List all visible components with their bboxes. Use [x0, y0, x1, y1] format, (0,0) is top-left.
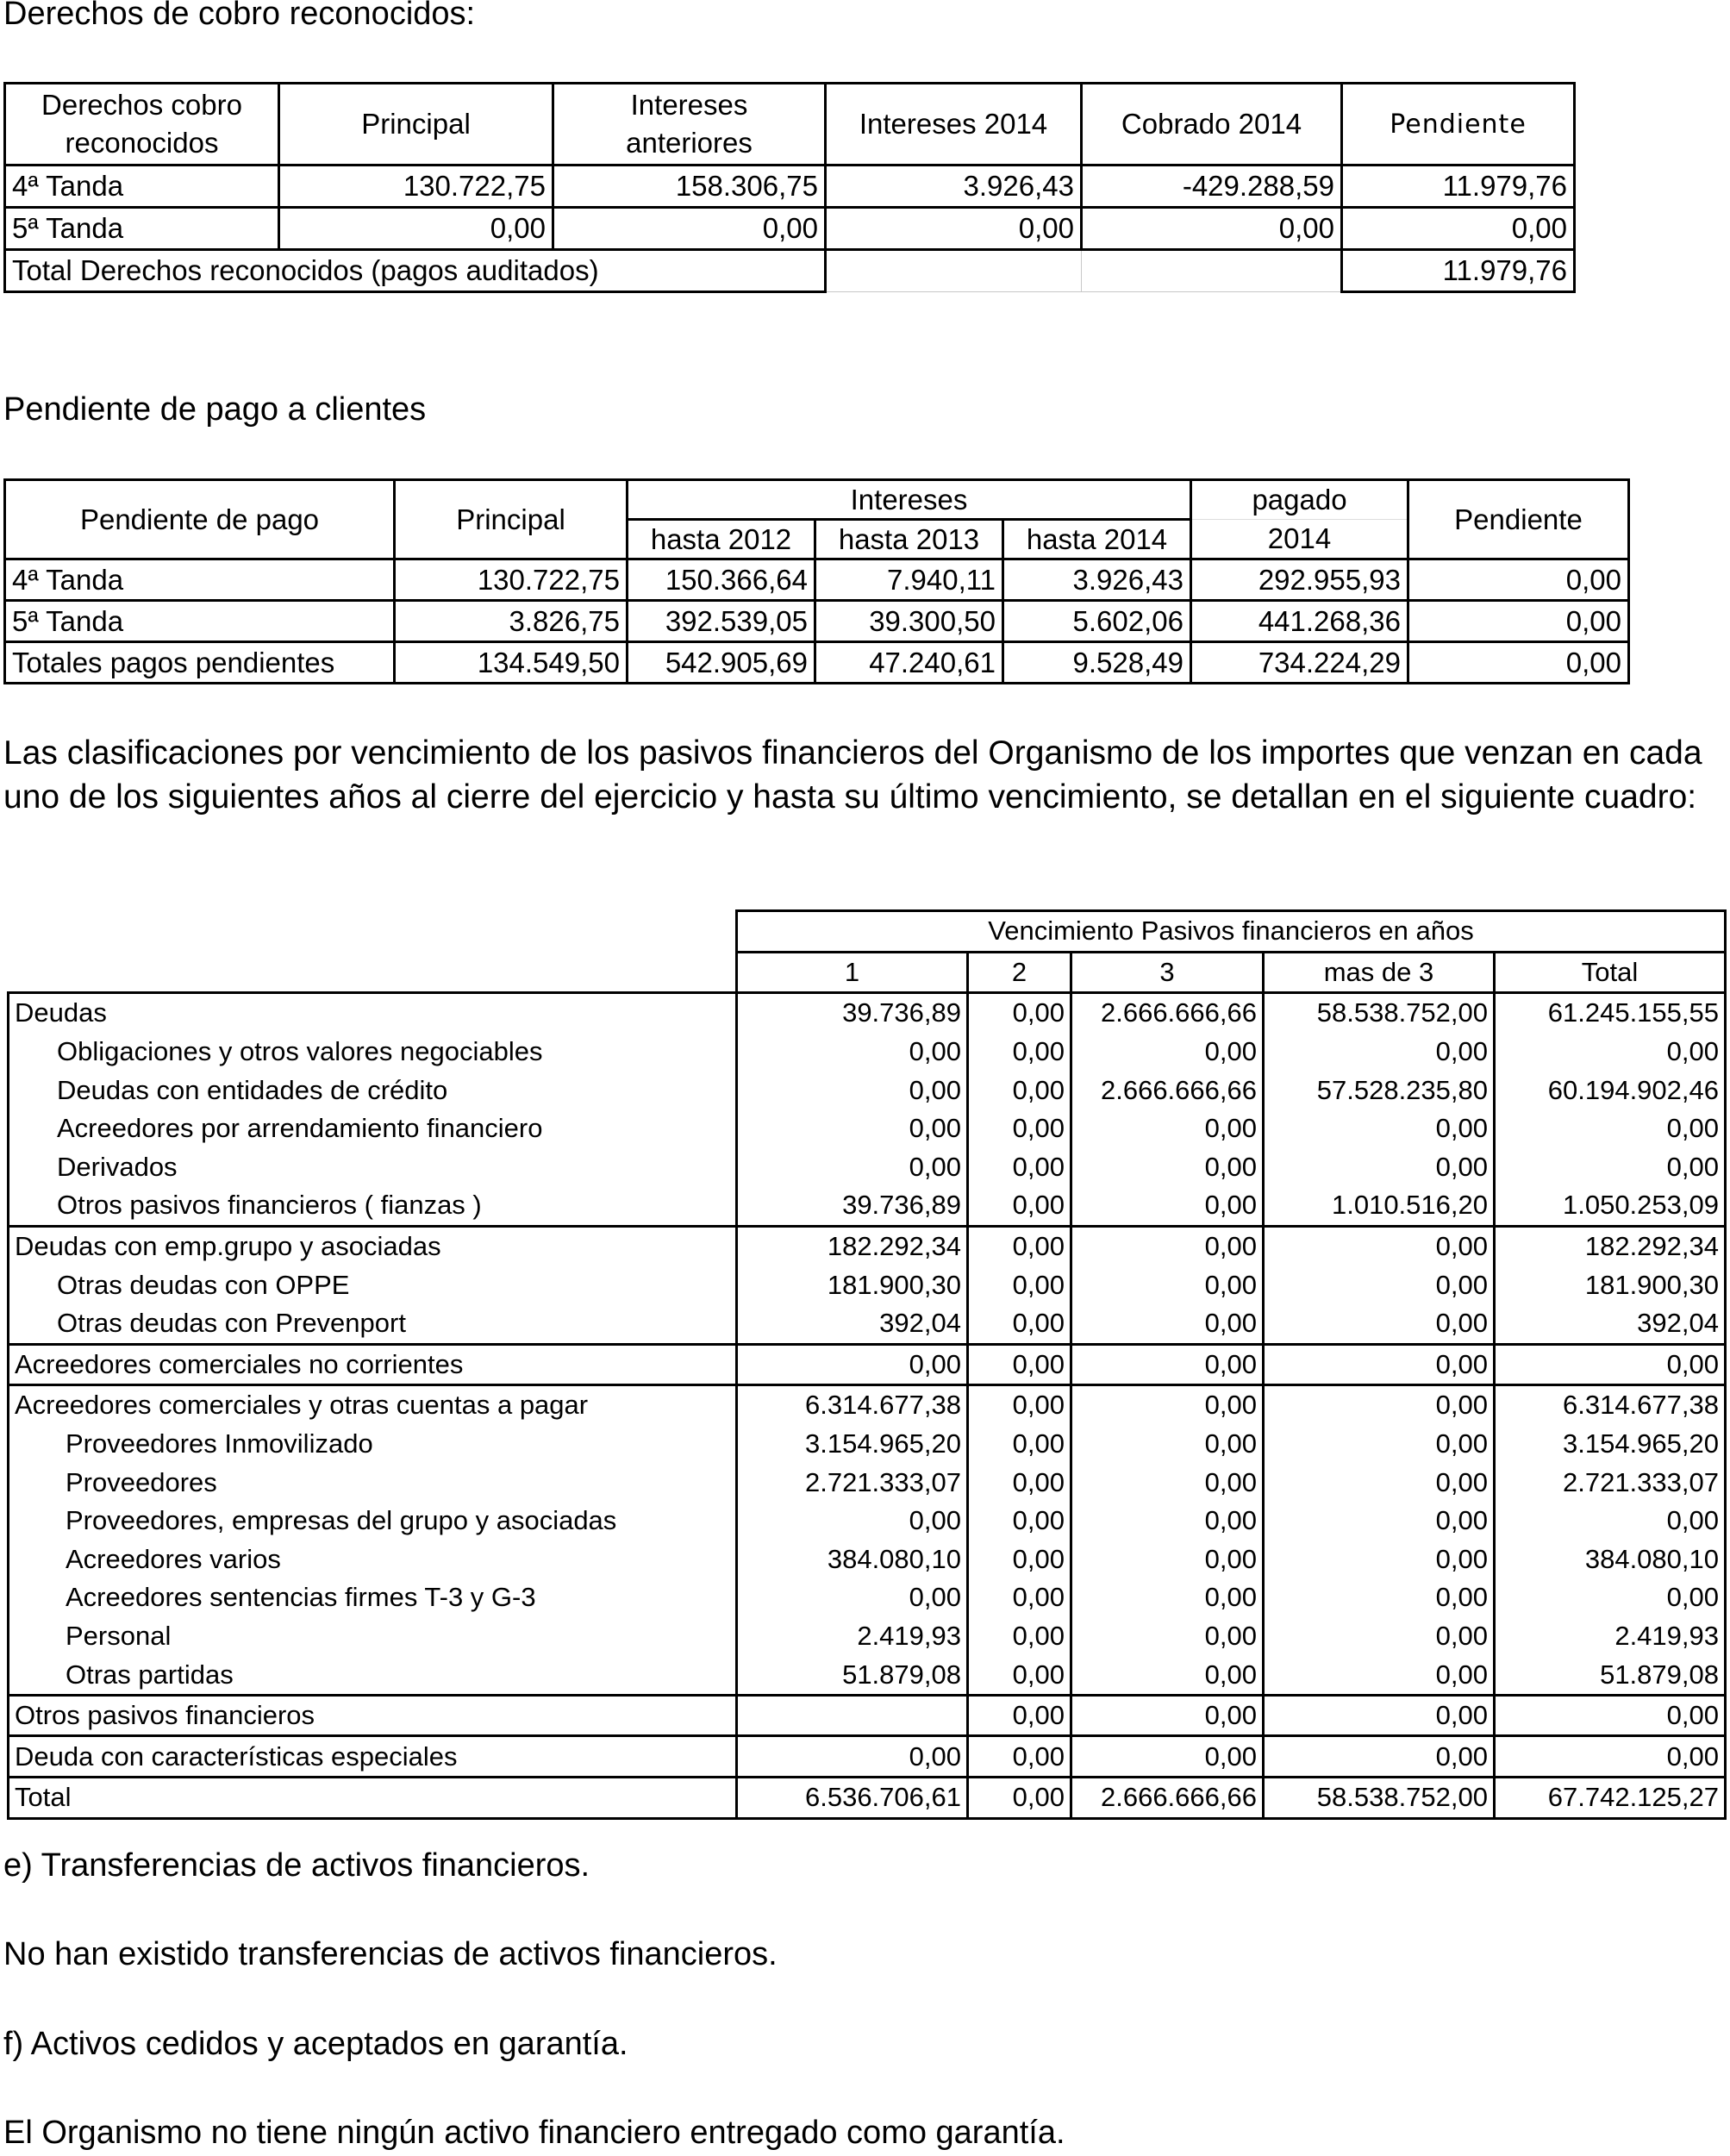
cell-value: 0,00 — [968, 1186, 1071, 1226]
cell-value: 3.926,43 — [826, 166, 1082, 208]
row-label: Total — [9, 1778, 737, 1819]
heading-activos-cedidos: f) Activos cedidos y aceptados en garantía. — [3, 2026, 628, 2062]
cell-value: 0,00 — [1264, 1265, 1495, 1304]
row-label: Proveedores Inmovilizado — [9, 1425, 737, 1464]
cell-value: 0,00 — [737, 1148, 968, 1187]
cell-value: 0,00 — [1495, 1033, 1726, 1072]
cell-value: 0,00 — [968, 1304, 1071, 1344]
cell-value: 0,00 — [1071, 1226, 1264, 1265]
cell-value: 130.722,75 — [279, 166, 553, 208]
cell-value: 58.538.752,00 — [1264, 993, 1495, 1033]
cell-value: 61.245.155,55 — [1495, 993, 1726, 1033]
cell-value: 3.926,43 — [1003, 559, 1191, 601]
cell-value: 0,00 — [1495, 1502, 1726, 1540]
table-header-row — [9, 952, 1726, 993]
row-label: Derivados — [9, 1148, 737, 1187]
cell-value: 6.314.677,38 — [1495, 1385, 1726, 1425]
cell-value: 0,00 — [737, 1344, 968, 1385]
table-title-row — [9, 911, 1726, 953]
row-label: Acreedores por arrendamiento financiero — [9, 1109, 737, 1148]
cell-value: 0,00 — [1071, 1033, 1264, 1072]
table-row — [9, 1578, 1726, 1617]
cell-value: 0,00 — [1071, 1148, 1264, 1187]
cell-value: 0,00 — [1264, 1617, 1495, 1656]
cell-value: 51.879,08 — [737, 1655, 968, 1695]
table-row — [5, 601, 1629, 642]
row-label: Otras deudas con OPPE — [9, 1265, 737, 1304]
cell-value: 0,00 — [1071, 1425, 1264, 1464]
cell-value: 0,00 — [1071, 1265, 1264, 1304]
total-value: 11.979,76 — [1342, 250, 1575, 292]
cell-value: 39.736,89 — [737, 993, 968, 1033]
cell-value: 0,00 — [968, 1033, 1071, 1072]
row-label: Obligaciones y otros valores negociables — [9, 1033, 737, 1072]
header-pagado: pagado — [1191, 480, 1408, 520]
table-header-row — [5, 480, 1629, 520]
cell-value: 542.905,69 — [628, 642, 815, 684]
cell-value: 0,00 — [1071, 1578, 1264, 1617]
cell-value: 0,00 — [1408, 559, 1629, 601]
table-row — [9, 1071, 1726, 1109]
table-row — [9, 1226, 1726, 1265]
cell-value: 0,00 — [1264, 1578, 1495, 1617]
cell-value: 441.268,36 — [1191, 601, 1408, 642]
cell-value: 60.194.902,46 — [1495, 1071, 1726, 1109]
header-pendiente-de-pago: Pendiente de pago — [5, 480, 395, 559]
cell-value: 0,00 — [1495, 1344, 1726, 1385]
cell-value: 150.366,64 — [628, 559, 815, 601]
cell-value: 0,00 — [968, 1778, 1071, 1819]
cell-value: 0,00 — [1071, 1540, 1264, 1579]
empty-cell — [1082, 250, 1342, 292]
cell-value: 0,00 — [1264, 1655, 1495, 1695]
cell-value: 0,00 — [968, 1344, 1071, 1385]
cell-value: 11.979,76 — [1342, 166, 1575, 208]
table-row — [5, 208, 1575, 250]
row-label: Proveedores, empresas del grupo y asociadas — [9, 1502, 737, 1540]
row-label: Deuda con características especiales — [9, 1736, 737, 1778]
cell-value: 0,00 — [968, 1071, 1071, 1109]
cell-value: 0,00 — [968, 1425, 1071, 1464]
text-transferencias: No han existido transferencias de activos financieros. — [3, 1936, 778, 1972]
table-row — [9, 1425, 1726, 1464]
table-row — [9, 1655, 1726, 1695]
cell-value: 47.240,61 — [815, 642, 1003, 684]
header-total: Total — [1495, 952, 1726, 993]
cell-value: 0,00 — [1071, 1736, 1264, 1778]
cell-value: 130.722,75 — [395, 559, 628, 601]
cell-value: 0,00 — [279, 208, 553, 250]
cell-value: 3.826,75 — [395, 601, 628, 642]
table-total-row — [5, 642, 1629, 684]
vencimiento-pasivos-table — [7, 909, 1727, 1820]
row-label: Otras deudas con Prevenport — [9, 1304, 737, 1344]
table-row — [9, 1148, 1726, 1187]
cell-value: 0,00 — [1264, 1109, 1495, 1148]
cell-value: 182.292,34 — [737, 1226, 968, 1265]
cell-value: 0,00 — [968, 993, 1071, 1033]
cell-value: 2.666.666,66 — [1071, 1071, 1264, 1109]
header-line: reconocidos — [65, 127, 219, 159]
cell-value: 0,00 — [1264, 1385, 1495, 1425]
cell-value: 0,00 — [968, 1463, 1071, 1502]
header-hasta-2014: hasta 2014 — [1003, 520, 1191, 559]
table-row — [5, 559, 1629, 601]
cell-value: 734.224,29 — [1191, 642, 1408, 684]
cell-value: 0,00 — [737, 1109, 968, 1148]
cell-value: 0,00 — [1264, 1148, 1495, 1187]
intro-paragraph: Las clasificaciones por vencimiento de los pasivos financieros del Organismo de los importes que venzan en cada uno de los siguientes años al cierre del ejercicio y hasta su último vencimiento, se detallan en el siguiente cuadro: — [3, 734, 1702, 816]
cell-value: 0,00 — [1071, 1502, 1264, 1540]
heading-transferencias: e) Transferencias de activos financieros. — [3, 1847, 590, 1884]
cell-value: 6.314.677,38 — [737, 1385, 968, 1425]
header-line: Intereses — [630, 89, 748, 121]
header-line: anteriores — [626, 127, 753, 159]
table-row — [9, 1304, 1726, 1344]
table-row — [9, 1736, 1726, 1778]
table-total-row — [5, 250, 1575, 292]
pendiente-pago-table — [3, 478, 1630, 684]
empty-cell — [9, 952, 737, 993]
row-label: Deudas con entidades de crédito — [9, 1071, 737, 1109]
cell-value: 392.539,05 — [628, 601, 815, 642]
row-label: 5ª Tanda — [5, 208, 279, 250]
header-line: Derechos cobro — [41, 89, 242, 121]
cell-value: 3.154.965,20 — [1495, 1425, 1726, 1464]
cell-value: 0,00 — [1071, 1344, 1264, 1385]
cell-value: -429.288,59 — [1082, 166, 1342, 208]
cell-value: 0,00 — [1082, 208, 1342, 250]
cell-value: 0,00 — [968, 1655, 1071, 1695]
header-hasta-2013: hasta 2013 — [815, 520, 1003, 559]
header-year-1: 1 — [737, 952, 968, 993]
cell-value: 0,00 — [1071, 1304, 1264, 1344]
cell-value: 0,00 — [1495, 1695, 1726, 1736]
cell-value: 0,00 — [1071, 1695, 1264, 1736]
cell-value: 0,00 — [1264, 1540, 1495, 1579]
cell-value: 2.419,93 — [737, 1617, 968, 1656]
cell-value: 58.538.752,00 — [1264, 1778, 1495, 1819]
table-row — [9, 1109, 1726, 1148]
cell-value: 0,00 — [968, 1265, 1071, 1304]
cell-value: 2.666.666,66 — [1071, 1778, 1264, 1819]
header-pagado-year: 2014 — [1191, 520, 1408, 559]
cell-value: 2.666.666,66 — [1071, 993, 1264, 1033]
cell-value: 7.940,11 — [815, 559, 1003, 601]
table-row — [9, 1695, 1726, 1736]
cell-value — [737, 1695, 968, 1736]
cell-value: 2.721.333,07 — [737, 1463, 968, 1502]
row-label: Totales pagos pendientes — [5, 642, 395, 684]
header-year-2: 2 — [968, 952, 1071, 993]
cell-value: 0,00 — [1495, 1148, 1726, 1187]
header-year-3: 3 — [1071, 952, 1264, 993]
cell-value: 0,00 — [737, 1578, 968, 1617]
cell-value: 0,00 — [1264, 1695, 1495, 1736]
cell-value: 0,00 — [1408, 642, 1629, 684]
cell-value: 181.900,30 — [1495, 1265, 1726, 1304]
derechos-cobro-table — [3, 82, 1576, 293]
section-title-pendiente-pago: Pendiente de pago a clientes — [3, 391, 427, 428]
row-label: Personal — [9, 1617, 737, 1656]
row-label: 4ª Tanda — [5, 166, 279, 208]
cell-value: 0,00 — [968, 1617, 1071, 1656]
section-title-derechos: Derechos de cobro reconocidos: — [3, 0, 476, 32]
cell-value: 0,00 — [737, 1736, 968, 1778]
header-principal: Principal — [395, 480, 628, 559]
cell-value: 0,00 — [1342, 208, 1575, 250]
table-row — [5, 166, 1575, 208]
row-label: Acreedores comerciales y otras cuentas a pagar — [9, 1385, 737, 1425]
cell-value: 0,00 — [1264, 1226, 1495, 1265]
text-activos-cedidos: El Organismo no tiene ningún activo financiero entregado como garantía. — [3, 2115, 1065, 2151]
cell-value: 0,00 — [737, 1071, 968, 1109]
cell-value: 2.721.333,07 — [1495, 1463, 1726, 1502]
table-row — [9, 1540, 1726, 1579]
cell-value: 0,00 — [1264, 1463, 1495, 1502]
table-row — [9, 993, 1726, 1033]
cell-value: 0,00 — [553, 208, 826, 250]
cell-value: 51.879,08 — [1495, 1655, 1726, 1695]
table-header-row — [5, 84, 1575, 166]
cell-value: 0,00 — [1264, 1033, 1495, 1072]
cell-value: 0,00 — [1495, 1736, 1726, 1778]
cell-value: 182.292,34 — [1495, 1226, 1726, 1265]
cell-value: 158.306,75 — [553, 166, 826, 208]
table-row — [9, 1186, 1726, 1226]
row-label: Deudas con emp.grupo y asociadas — [9, 1226, 737, 1265]
header-cobrado-2014: Cobrado 2014 — [1082, 84, 1342, 166]
header-intereses: Intereses — [628, 480, 1191, 520]
cell-value: 2.419,93 — [1495, 1617, 1726, 1656]
table-title: Vencimiento Pasivos financieros en años — [737, 911, 1726, 953]
cell-value: 292.955,93 — [1191, 559, 1408, 601]
cell-value: 0,00 — [1264, 1425, 1495, 1464]
table-row — [9, 1344, 1726, 1385]
cell-value: 0,00 — [1071, 1109, 1264, 1148]
cell-value: 39.300,50 — [815, 601, 1003, 642]
table-total-row — [9, 1778, 1726, 1819]
table-row — [9, 1385, 1726, 1425]
cell-value: 57.528.235,80 — [1264, 1071, 1495, 1109]
cell-value: 0,00 — [968, 1736, 1071, 1778]
row-label: Otros pasivos financieros ( fianzas ) — [9, 1186, 737, 1226]
header-mas-de-3: mas de 3 — [1264, 952, 1495, 993]
cell-value: 0,00 — [1264, 1736, 1495, 1778]
row-label: Otros pasivos financieros — [9, 1695, 737, 1736]
cell-value: 0,00 — [968, 1695, 1071, 1736]
empty-cell — [9, 911, 737, 953]
row-label: Otras partidas — [9, 1655, 737, 1695]
cell-value: 0,00 — [1495, 1578, 1726, 1617]
cell-value: 9.528,49 — [1003, 642, 1191, 684]
cell-value: 0,00 — [1071, 1385, 1264, 1425]
header-hasta-2012: hasta 2012 — [628, 520, 815, 559]
cell-value: 0,00 — [1264, 1502, 1495, 1540]
cell-value: 3.154.965,20 — [737, 1425, 968, 1464]
row-label: Proveedores — [9, 1463, 737, 1502]
cell-value: 1.010.516,20 — [1264, 1186, 1495, 1226]
row-label: Deudas — [9, 993, 737, 1033]
cell-value: 0,00 — [968, 1109, 1071, 1148]
table-row — [9, 1502, 1726, 1540]
cell-value: 0,00 — [968, 1385, 1071, 1425]
cell-value: 392,04 — [737, 1304, 968, 1344]
cell-value: 0,00 — [1071, 1186, 1264, 1226]
row-label: Acreedores sentencias firmes T-3 y G-3 — [9, 1578, 737, 1617]
cell-value: 0,00 — [1071, 1463, 1264, 1502]
cell-value: 0,00 — [1408, 601, 1629, 642]
cell-value: 67.742.125,27 — [1495, 1778, 1726, 1819]
cell-value: 0,00 — [968, 1502, 1071, 1540]
cell-value: 0,00 — [968, 1578, 1071, 1617]
table-row — [9, 1265, 1726, 1304]
cell-value: 0,00 — [968, 1148, 1071, 1187]
header-principal: Principal — [279, 84, 553, 166]
cell-value: 39.736,89 — [737, 1186, 968, 1226]
empty-cell — [826, 250, 1082, 292]
cell-value: 6.536.706,61 — [737, 1778, 968, 1819]
cell-value: 0,00 — [737, 1502, 968, 1540]
header-intereses-2014: Intereses 2014 — [826, 84, 1082, 166]
cell-value: 0,00 — [826, 208, 1082, 250]
cell-value: 5.602,06 — [1003, 601, 1191, 642]
cell-value: 0,00 — [737, 1033, 968, 1072]
header-derechos-cobro — [5, 84, 279, 166]
table-row — [9, 1617, 1726, 1656]
row-label: Acreedores varios — [9, 1540, 737, 1579]
cell-value: 0,00 — [1495, 1109, 1726, 1148]
cell-value: 0,00 — [968, 1540, 1071, 1579]
row-label: 4ª Tanda — [5, 559, 395, 601]
cell-value: 0,00 — [968, 1226, 1071, 1265]
total-label: Total Derechos reconocidos (pagos auditados) — [5, 250, 826, 292]
row-label: 5ª Tanda — [5, 601, 395, 642]
header-pendiente: Pendiente — [1408, 480, 1629, 559]
cell-value: 0,00 — [1071, 1617, 1264, 1656]
row-label: Acreedores comerciales no corrientes — [9, 1344, 737, 1385]
cell-value: 0,00 — [1264, 1304, 1495, 1344]
cell-value: 0,00 — [1071, 1655, 1264, 1695]
table-row — [9, 1033, 1726, 1072]
header-intereses-anteriores — [553, 84, 826, 166]
table-row — [9, 1463, 1726, 1502]
cell-value: 134.549,50 — [395, 642, 628, 684]
cell-value: 181.900,30 — [737, 1265, 968, 1304]
cell-value: 392,04 — [1495, 1304, 1726, 1344]
cell-value: 1.050.253,09 — [1495, 1186, 1726, 1226]
cell-value: 384.080,10 — [1495, 1540, 1726, 1579]
cell-value: 384.080,10 — [737, 1540, 968, 1579]
header-pendiente: Pendiente — [1342, 84, 1575, 166]
cell-value: 0,00 — [1264, 1344, 1495, 1385]
